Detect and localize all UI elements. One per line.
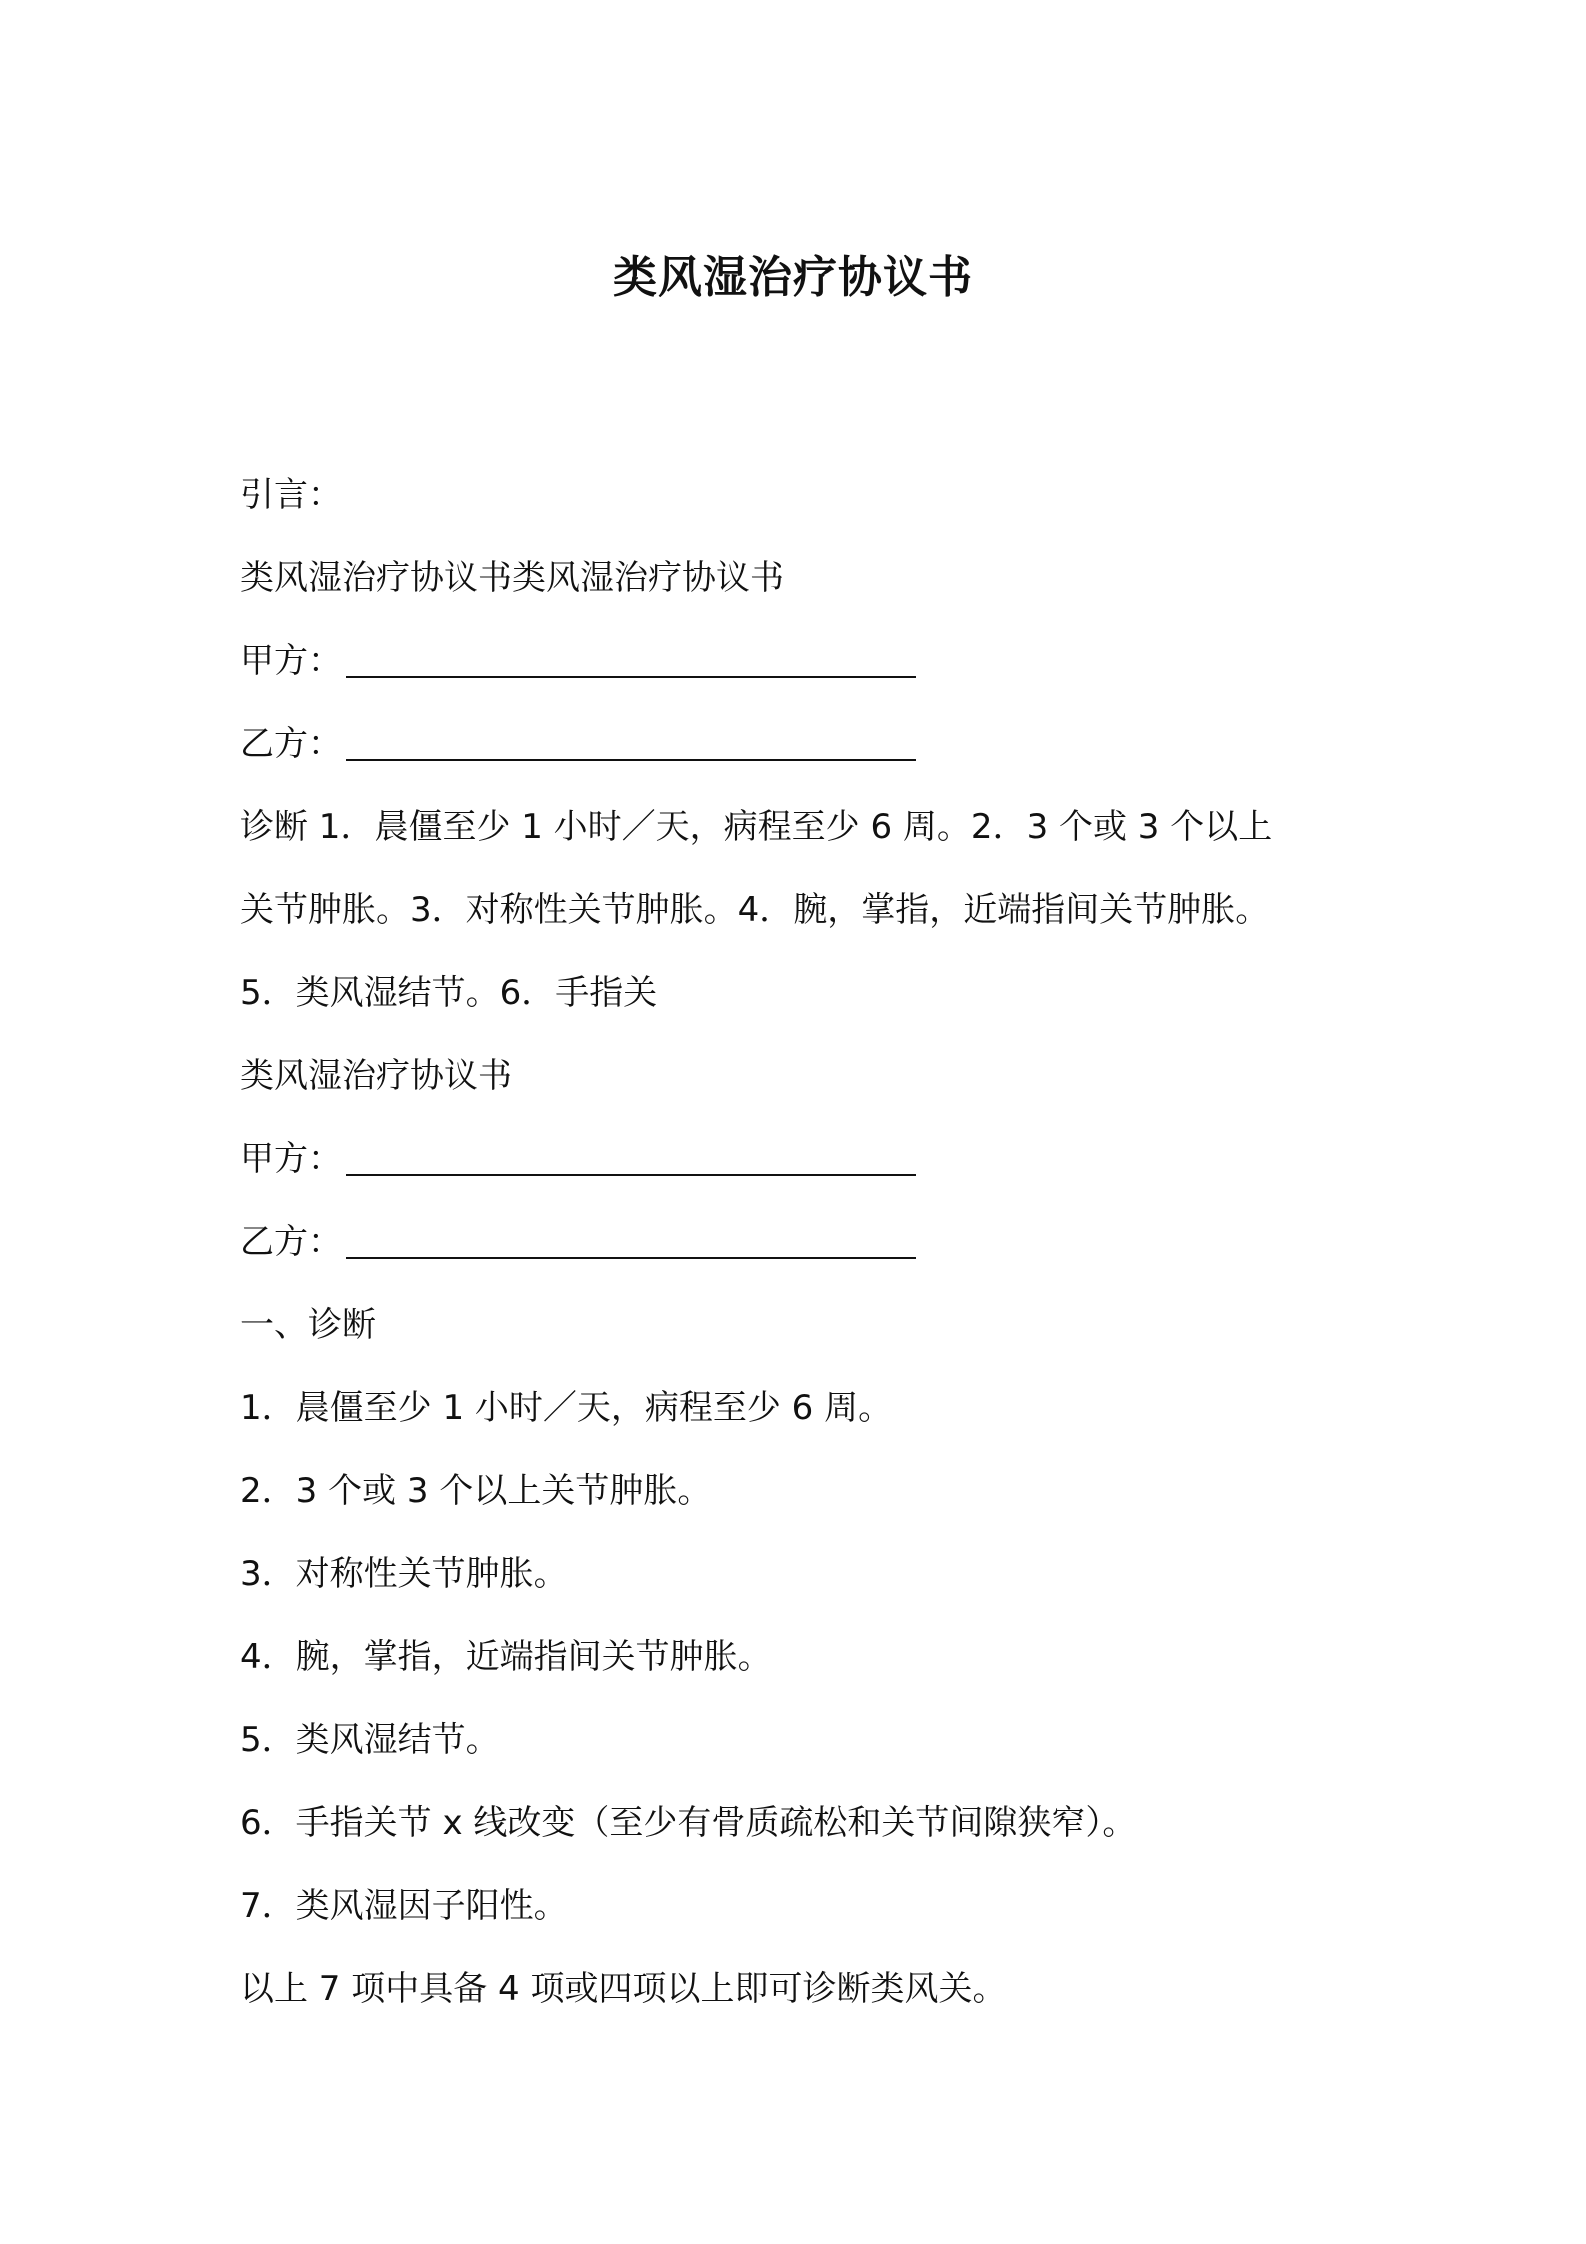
- criterion-1: 1．晨僵至少 1 小时／天，病程至少 6 周。: [240, 1388, 893, 1428]
- repeated-title-line: 类风湿治疗协议书类风湿治疗协议书: [240, 558, 784, 598]
- diagnosis-heading: 一、诊断: [240, 1305, 376, 1345]
- criterion-6: 6．手指关节 x 线改变（至少有骨质疏松和关节间隙狭窄）。: [240, 1803, 1137, 1843]
- party-b-line-2: [240, 1221, 1360, 1263]
- criterion-4: 4．腕，掌指，近端指间关节肿胀。: [240, 1637, 772, 1677]
- party-a-line: [240, 640, 1360, 682]
- section-title-line: 类风湿治疗协议书: [240, 1056, 512, 1096]
- intro-label: 引言：: [240, 475, 342, 515]
- party-a-blank-2: [346, 1174, 916, 1176]
- party-a-blank: [346, 676, 916, 678]
- document-body: [240, 474, 1360, 2051]
- criterion-5: 5．类风湿结节。: [240, 1720, 500, 1760]
- diagnosis-summary: 以上 7 项中具备 4 项或四项以上即可诊断类风关。: [240, 1969, 1007, 2009]
- criterion-3: 3．对称性关节肿胀。: [240, 1554, 568, 1594]
- criterion-7: 7．类风湿因子阳性。: [240, 1886, 568, 1926]
- party-b-label-2: 乙方：: [240, 1222, 342, 1262]
- party-a-label: 甲方：: [240, 641, 342, 681]
- diagnosis-paragraph-line-3: 5．类风湿结节。6．手指关: [240, 973, 658, 1013]
- party-a-label-2: 甲方：: [240, 1139, 342, 1179]
- party-b-blank-2: [346, 1257, 916, 1259]
- criterion-2: 2．3 个或 3 个以上关节肿胀。: [240, 1471, 712, 1511]
- diagnosis-paragraph-line-1: 诊断 1．晨僵至少 1 小时／天，病程至少 6 周。2．3 个或 3 个以上: [240, 807, 1273, 847]
- party-b-blank: [346, 759, 916, 761]
- party-b-line: [240, 723, 1360, 765]
- party-a-line-2: [240, 1138, 1360, 1180]
- party-b-label: 乙方：: [240, 724, 342, 764]
- diagnosis-paragraph-line-2: 关节肿胀。3．对称性关节肿胀。4．腕，掌指，近端指间关节肿胀。: [240, 890, 1270, 930]
- document-title: 类风湿治疗协议书: [613, 252, 973, 303]
